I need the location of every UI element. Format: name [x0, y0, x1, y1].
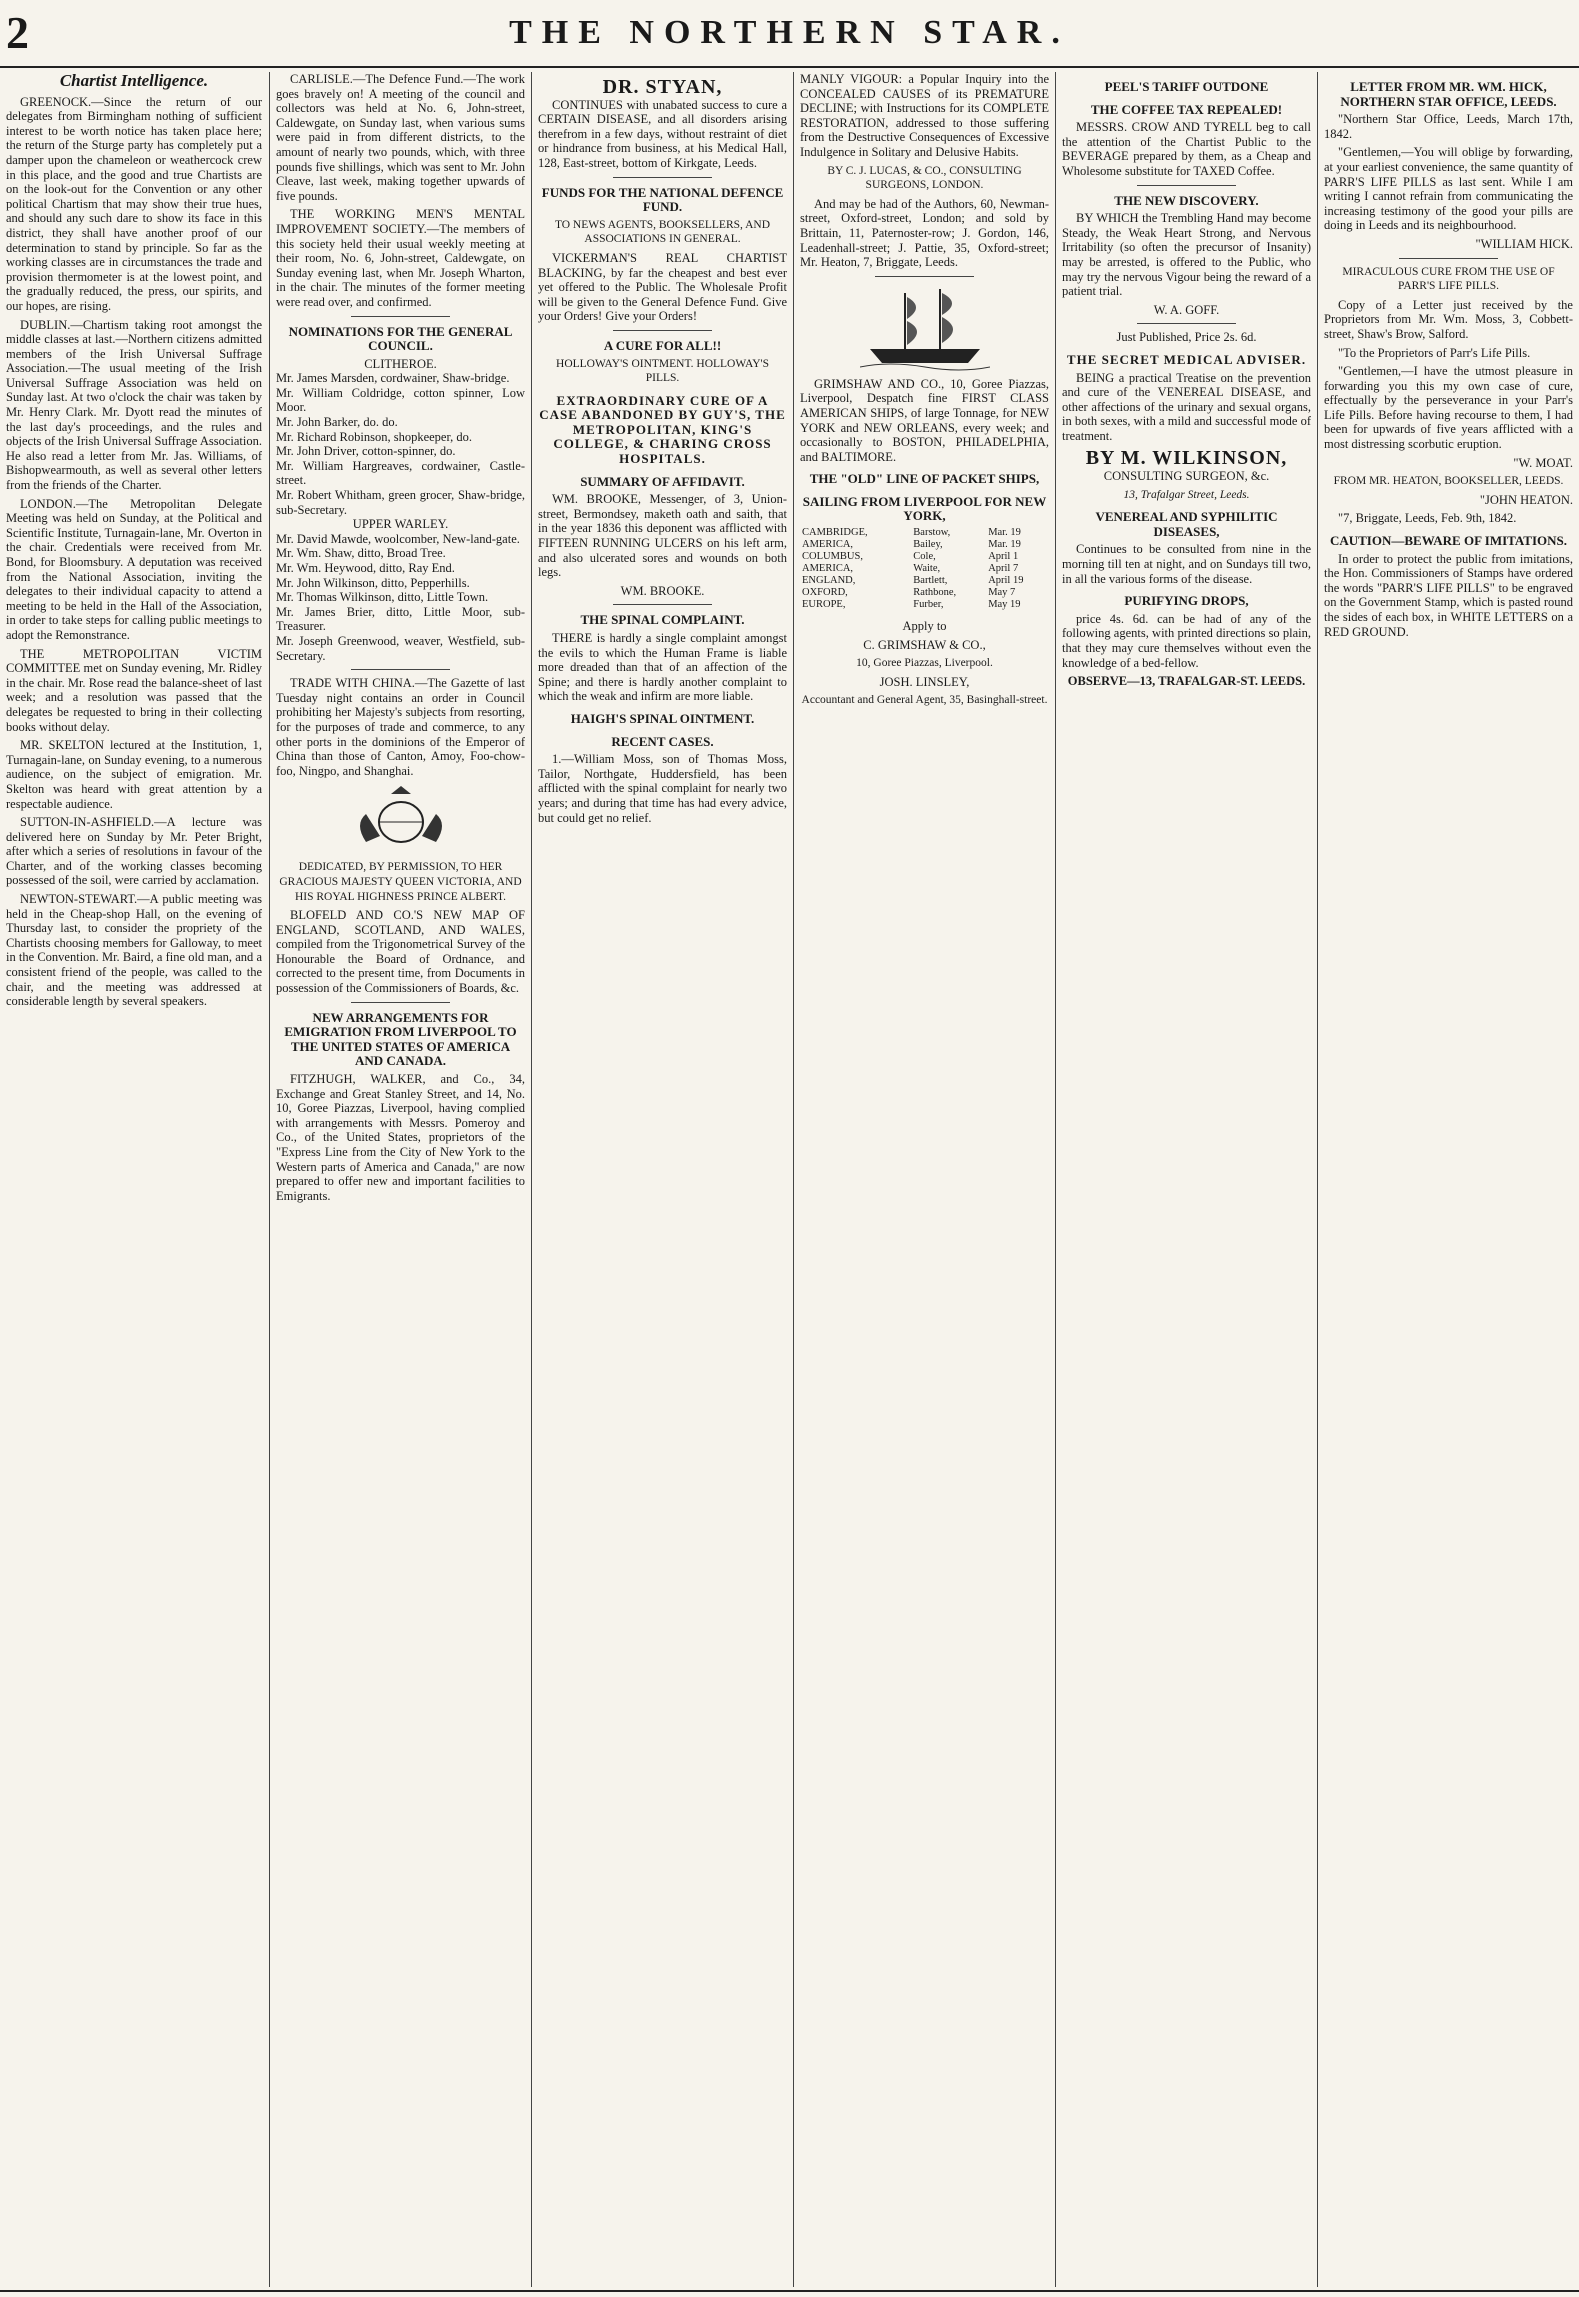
dedication-text: DEDICATED, BY PERMISSION, TO HER GRACIOUS MAJESTY QUEEN VICTORIA, AND HIS ROYAL HIGHNESS PRINCE ALBERT. [279, 861, 522, 903]
article-paragraph: LONDON.—The Metropolitan Delegate Meeting was held on Sunday, at the Political and Scientific Institute, Turnagain-lane, Mr. Overton in the chair. Credentials were received from Mr. Bond, for Bloomsbury. A deputation was received from the National Association, inviting the delegates to their individual capacity to attend a meeting to be held in the Hall of the Association, in order to take steps for calling public meetings to adopt the Remonstrance. [6, 496, 262, 642]
nominee: Mr. John Driver, cotton-spinner, do. [276, 444, 456, 459]
observe-note: OBSERVE—13, TRAFALGAR-ST. LEEDS. [1067, 674, 1306, 689]
salutation: "To the Proprietors of Parr's Life Pills. [1338, 345, 1531, 360]
column-4 [800, 72, 1049, 2287]
nominations-heading: NOMINATIONS FOR THE GENERAL COUNCIL. [288, 323, 513, 354]
column-3 [538, 72, 787, 2287]
wilkinson-heading: BY M. WILKINSON, [1085, 447, 1288, 470]
nominee: Mr. Robert Whitham, green grocer, Shaw-bridge, sub-Secretary. [276, 488, 525, 517]
royal-crest-icon [346, 784, 456, 854]
signature: "WILLIAM HICK. [1475, 236, 1573, 251]
agent-name: JOSH. LINSLEY, [879, 674, 970, 689]
divider [351, 1002, 451, 1003]
ship-master: Bailey, [913, 539, 943, 551]
divider [1137, 185, 1237, 186]
article-paragraph: SUTTON-IN-ASHFIELD.—A lecture was delivered here on Sunday by Mr. Peter Bright, after which a series of resolutions in favour of the Charter, and of the working classes becoming possessed of the soil, were carried by acclamation. [6, 815, 262, 888]
haigh-heading: HAIGH'S SPINAL OINTMENT. [570, 710, 755, 726]
advert-title: DR. STYAN, [602, 76, 723, 98]
newspaper-title: THE NORTHERN STAR. [509, 14, 1070, 51]
sailing-schedule [800, 527, 1049, 611]
sail-date: May 7 [988, 587, 1016, 599]
article-paragraph: CONTINUES with unabated success to cure a CERTAIN DISEASE, and all disorders arising therefrom in a few days, without restraint of diet or hindrance from business, at his Medical Hall, 128, East-street, bottom of Kirkgate, Leeds. [538, 97, 787, 170]
article-paragraph: In order to protect the public from imitations, the Hon. Commissioners of Stamps have ordered the words "PARR'S LIFE PILLS" to be engraved on the Government Stamp, which is pasted round the sides of each box, in WHITE LETTERS on a RED GROUND. [1324, 551, 1573, 639]
article-paragraph: "Gentlemen,—You will oblige by forwarding, at your earliest convenience, the same quantity of PARR'S LIFE PILLS as last sent. While I am writing I cannot refrain from communicating the increasing testimony of the good your pills are doing in Leeds and its neighbourhood. [1324, 145, 1573, 233]
sail-date: April 7 [988, 563, 1019, 575]
tariff-subheading: THE COFFEE TAX REPEALED! [1090, 101, 1283, 117]
page-number: 2 [6, 7, 29, 58]
column-1 [6, 72, 262, 2287]
place-heading: UPPER WARLEY. [352, 517, 449, 532]
article-paragraph: BEING a practical Treatise on the prevention and cure of the VENEREAL DISEASE, and other affections of the urinary and sexual organs, in both sexes, with a mild and successful mode of treatment. [1062, 370, 1311, 443]
packet-line-heading: THE "OLD" LINE OF PACKET SHIPS, [809, 471, 1040, 487]
extraordinary-heading: EXTRAORDINARY CURE OF A CASE ABANDONED BY GUY'S, THE METROPOLITAN, KING'S COLLEGE, & CHARING CROSS HOSPITALS. [539, 392, 786, 467]
agent-address: 10, Goree Piazzas, Liverpool. [856, 657, 993, 670]
sail-date: May 19 [988, 599, 1021, 611]
agent-address: Accountant and General Agent, 35, Basinghall-street. [801, 694, 1048, 707]
column-divider [269, 72, 270, 2287]
article-paragraph: Copy of a Letter just received by the Proprietors from Mr. Wm. Moss, 3, Cobbett-street, Shaw's Brow, Salford. [1324, 297, 1573, 341]
masthead-rule [0, 66, 1579, 68]
divider [613, 604, 713, 605]
column-2 [276, 72, 525, 2287]
article-paragraph: BY WHICH the Trembling Hand may become Steady, the Weak Heart Strong, and Nervous Irritability (so often the precursor of Insanity) may be arrested, is offered to the Public, who may try the nervous Vigour being the reward of a patient trial. [1062, 211, 1311, 299]
article-paragraph: price 4s. 6d. can be had of any of the following agents, with printed directions so plain, that they may cure themselves without even the knowledge of a bed-fellow. [1062, 611, 1311, 670]
article-paragraph: NEWTON-STEWART.—A public meeting was held in the Cheap-shop Hall, on the evening of Thursday last, to consider the propriety of the Chartists choosing members for Galloway, to meet in the Convention. Mr. Baird, a fine old man, and a consistent friend of the people, was called to the chair, and the meeting was addressed at considerable length by several speakers. [6, 892, 262, 1009]
divider [1137, 323, 1237, 324]
cases-heading: RECENT CASES. [611, 733, 714, 749]
column-divider [793, 72, 794, 2287]
venereal-heading: VENEREAL AND SYPHILITIC DISEASES, [1095, 509, 1278, 539]
agent-name: C. GRIMSHAW & CO., [863, 637, 986, 652]
article-paragraph: WM. BROOKE, Messenger, of 3, Union-street, Bermondsey, maketh oath and saith, that in the year 1836 this deponent was afflicted with FIFTEEN RUNNING ULCERS on his left arm, and also ulcerated sores and wounds on both legs. [538, 492, 787, 580]
article-paragraph: 1.—William Moss, son of Thomas Moss, Tailor, Northgate, Huddersfield, has been afflicted with the spinal complaint for nearly two years; and during that time has had every advice, but could get no relief. [538, 752, 787, 825]
ship-master: Barstow, [913, 527, 951, 539]
nominee: Mr. John Wilkinson, ditto, Pepperhills. [276, 575, 470, 590]
article-paragraph: MESSRS. CROW AND TYRELL beg to call the attention of the Chartist Public to the BEVERAGE prepared by them, as a Cheap and Wholesome substitute for TAXED Coffee. [1062, 120, 1311, 178]
ship-master: Bartlett, [913, 575, 948, 587]
divider [1399, 258, 1499, 259]
cure-subheading: HOLLOWAY'S OINTMENT. HOLLOWAY'S PILLS. [556, 357, 769, 385]
place-heading: CLITHEROE. [364, 356, 437, 371]
divider [613, 177, 713, 178]
discovery-heading: THE NEW DISCOVERY. [1114, 192, 1259, 208]
adviser-heading: THE SECRET MEDICAL ADVISER. [1066, 351, 1307, 367]
table-row [800, 527, 1049, 539]
nominee: Mr. James Brier, ditto, Little Moor, sub-Treasurer. [276, 604, 525, 634]
table-row [800, 599, 1049, 611]
nominee: Mr. Thomas Wilkinson, ditto, Little Town. [276, 590, 489, 605]
fund-subheading: TO NEWS AGENTS, BOOKSELLERS, AND ASSOCIATIONS IN GENERAL. [554, 218, 771, 246]
footer-rule [0, 2290, 1579, 2292]
nominee: Mr. William Hargreaves, cordwainer, Castle-street. [276, 458, 525, 488]
article-paragraph: MR. SKELTON lectured at the Institution, 1, Turnagain-lane, on Sunday evening, to a numerous audience, on the subject of emigration. Mr. Skelton was heard with great attention by a respectable audience. [6, 738, 262, 811]
packet-line-subheading: SAILING FROM LIVERPOOL FOR NEW YORK, [802, 493, 1047, 524]
purifying-heading: PURIFYING DROPS, [1124, 593, 1249, 609]
column-5 [1062, 72, 1311, 2287]
wilkinson-subheading: CONSULTING SURGEON, &c. [1103, 469, 1270, 484]
article-paragraph: GREENOCK.—Since the return of our delegates from Birmingham nothing of sufficient interest to be worth notice has taken place here; the return of the Sturge party has completely put a damper upon the chameleon or weathercock crew in this place, and the good and true Chartists are on the look-out for the Convention or any other political Chartism that may show their true hues, and should any such dare to show its face in this district, they shall have another proof of our determination to stand by principle. So far as the working classes are in circumstances the trade and provision thermometer is at the lowest point, and the gradually reduced, the press, our spirits, and our hopes, are rising. [6, 94, 262, 313]
letter-date: "Northern Star Office, Leeds, March 17th, 1842. [1324, 112, 1573, 141]
ship-master: Furber, [913, 599, 944, 611]
caution-heading: CAUTION—BEWARE OF IMITATIONS. [1329, 533, 1568, 549]
table-row [800, 563, 1049, 575]
nominee: Mr. Richard Robinson, shopkeeper, do. [276, 429, 473, 444]
ship-name: ENGLAND, [802, 575, 856, 587]
table-row [800, 539, 1049, 551]
fund-heading: FUNDS FOR THE NATIONAL DEFENCE FUND. [541, 184, 784, 215]
wilkinson-address: 13, Trafalgar Street, Leeds. [1123, 488, 1250, 501]
nominee: Mr. John Barker, do. do. [276, 415, 398, 430]
published-note: Just Published, Price 2s. 6d. [1116, 330, 1257, 345]
affidavit-heading: SUMMARY OF AFFIDAVIT. [580, 473, 745, 489]
tariff-heading: PEEL'S TARIFF OUTDONE [1104, 79, 1269, 94]
article-paragraph: Continues to be consulted from nine in the morning till ten at night, and on Sundays till two, in all the various forms of the disease. [1062, 542, 1311, 586]
column-divider [1055, 72, 1056, 2287]
sail-date: April 1 [988, 551, 1019, 563]
table-row [800, 575, 1049, 587]
ship-name: EUROPE, [802, 599, 846, 611]
ship-master: Rathbone, [913, 587, 957, 599]
article-paragraph: FITZHUGH, WALKER, and Co., 34, Exchange and Great Stanley Street, and 14, No. 10, Goree Piazzas, Liverpool, having complied with arrangements with Messrs. Pomeroy and Co., of the United States, proprietors of the "Express Line from the City of New York to the Western parts of America and Canada," are now prepared to offer new and important facilities to Emigrants. [276, 1072, 525, 1203]
ship-name: AMERICA, [802, 539, 854, 551]
signature: WM. BROOKE. [620, 583, 705, 598]
column-divider [531, 72, 532, 2287]
article-paragraph: TRADE WITH CHINA.—The Gazette of last Tuesday night contains an order in Council prohibiting her Majesty's subjects from resorting, for the purposes of trade and commerce, to any other ports in the dominions of the Emperor of China than those of Canton, Amoy, Foo-chow-foo, Ningpo, and Shanghai. [276, 676, 525, 778]
nominee: Mr. Wm. Heywood, ditto, Ray End. [276, 561, 455, 575]
masthead [0, 0, 1579, 68]
article-paragraph: "Gentlemen,—I have the utmost pleasure in forwarding you this my own case of cure, effectually by the perseverance in your Parr's Life Pills. Before having recourse to them, I had been for upwards of five years afflicted with a most distressing scorbutic eruption. [1324, 364, 1573, 452]
section-title: Chartist Intelligence. [59, 72, 209, 90]
signature: W. A. GOFF. [1153, 302, 1220, 317]
sail-date: Mar. 19 [988, 527, 1021, 539]
article-paragraph: THERE is hardly a single complaint amongst the evils to which the Human Frame is liable more dreaded than that of an affection of the Spine; and there is hardly another complaint to which the weak and infirm are more liable. [538, 631, 787, 704]
article-paragraph: MANLY VIGOUR: a Popular Inquiry into the CONCEALED CAUSES of its PREMATURE DECLINE; with Instructions for its COMPLETE RESTORATION, addressed to those suffering from the Destructive Consequences of Excessive Indulgence in Solitary and Delusive Habits. [800, 72, 1049, 159]
divider [613, 330, 713, 331]
sailing-ship-icon [860, 283, 990, 371]
article-paragraph: DUBLIN.—Chartism taking root amongst the middle classes at last.—Northern citizens admitted members of the Irish Universal Suffrage Association.—The usual meeting of the Irish Universal Suffrage Association was held on Sunday last. At two o'clock the chair was taken by Mr. Henry Clark. Mr. Dyott read the minutes of the last day's proceedings, and the rules and objects of the Irish Universal Suffrage Association. He also read a letter from Mr. Jas. Williams, of Bishopwearmouth, as well as several other letters from the friends of the Charter. [6, 317, 262, 493]
divider [351, 669, 451, 670]
nominee: Mr. William Coldridge, cotton spinner, Low Moor. [276, 385, 525, 415]
divider [875, 276, 975, 277]
ship-name: CAMBRIDGE, [802, 527, 868, 539]
emigration-heading: NEW ARRANGEMENTS FOR EMIGRATION FROM LIVERPOOL TO THE UNITED STATES OF AMERICA AND CANADA. [284, 1009, 517, 1069]
column-divider [1317, 72, 1318, 2287]
article-paragraph: THE METROPOLITAN VICTIM COMMITTEE met on Sunday evening, Mr. Ridley in the chair. Mr. Rose read the balance-sheet of last week; and a resolution was passed that the delegates be requested to bring in their collecting books without delay. [6, 646, 262, 734]
nominee: Mr. Joseph Greenwood, weaver, Westfield, sub-Secretary. [276, 633, 525, 663]
ship-master: Cole, [913, 551, 936, 563]
sail-date: April 19 [988, 575, 1024, 587]
sail-date: Mar. 19 [988, 539, 1021, 551]
ship-master: Waite, [913, 563, 941, 575]
divider [351, 316, 451, 317]
article-paragraph: GRIMSHAW AND CO., 10, Goree Piazzas, Liverpool, Despatch fine FIRST CLASS AMERICAN SHIPS, of large Tonnage, for NEW YORK and NEW ORLEANS, every week; and occasionally to BOSTON, PHILADELPHIA, and BALTIMORE. [800, 376, 1049, 464]
nominee: Mr. Wm. Shaw, ditto, Broad Tree. [276, 546, 446, 561]
article-paragraph: CARLISLE.—The Defence Fund.—The work goes bravely on! A meeting of the council and collectors was held at No. 6, John-street, Caldewgate, on Sunday last, when various sums were paid in from different districts, to the amount of nearly two pounds, which, with three pounds five shillings, which was sent to Mr. John Cleave, last week, making together upwards of five pounds. [276, 72, 525, 203]
miraculous-heading: MIRACULOUS CURE FROM THE USE OF PARR'S LIFE PILLS. [1342, 265, 1555, 293]
article-paragraph: BLOFELD AND CO.'S NEW MAP OF ENGLAND, SCOTLAND, AND WALES, compiled from the Trigonometrical Survey of the Honourable the Board of Ordnance, and corrected to the present time, from Documents in possession of the Commissioners of Boards, &c. [276, 908, 525, 996]
article-paragraph: THE WORKING MEN'S MENTAL IMPROVEMENT SOCIETY.—The members of this society held their usual weekly meeting at their room, No. 6, John-street, Caldewgate, on Sunday evening last, when Mr. Joseph Wharton, in the chair. The minutes of the former meeting were read over, and confirmed. [276, 207, 525, 309]
cure-heading: A CURE FOR ALL!! [603, 337, 722, 353]
ship-name: COLUMBUS, [802, 551, 863, 563]
heaton-heading: FROM MR. HEATON, BOOKSELLER, LEEDS. [1333, 475, 1564, 488]
nominee: Mr. David Mawde, woolcomber, New-land-gate. [276, 531, 520, 546]
article-paragraph: VICKERMAN'S REAL CHARTIST BLACKING, by far the cheapest and best ever yet offered to the Public. The Wholesale Profit will be given to the General Defence Fund. Give your Orders! Give your Orders! [538, 250, 787, 324]
table-row [800, 587, 1049, 599]
nominee: Mr. James Marsden, cordwainer, Shaw-bridge. [276, 371, 510, 386]
spinal-heading: THE SPINAL COMPLAINT. [580, 612, 745, 628]
signature: "JOHN HEATON. [1479, 492, 1573, 507]
ship-name: AMERICA, [802, 563, 854, 575]
author-line: BY C. J. LUCAS, & CO., CONSULTING SURGEONS, LONDON. [827, 164, 1022, 192]
letter-heading: LETTER FROM MR. WM. HICK, NORTHERN STAR OFFICE, LEEDS. [1340, 79, 1557, 109]
column-6 [1324, 72, 1573, 2287]
table-row [800, 551, 1049, 563]
apply-label: Apply to [902, 619, 947, 634]
letter-address: "7, Briggate, Leeds, Feb. 9th, 1842. [1338, 511, 1517, 526]
signature: "W. MOAT. [1513, 455, 1573, 470]
ship-name: OXFORD, [802, 587, 848, 599]
article-paragraph: And may be had of the Authors, 60, Newman-street, Oxford-street, London; and sold by Brittain, 11, Paternoster-row; J. Gordon, 146, Leadenhall-street; J. Pattie, 35, Oxford-street; Mr. Heaton, 7, Briggate, Leeds. [800, 196, 1049, 270]
